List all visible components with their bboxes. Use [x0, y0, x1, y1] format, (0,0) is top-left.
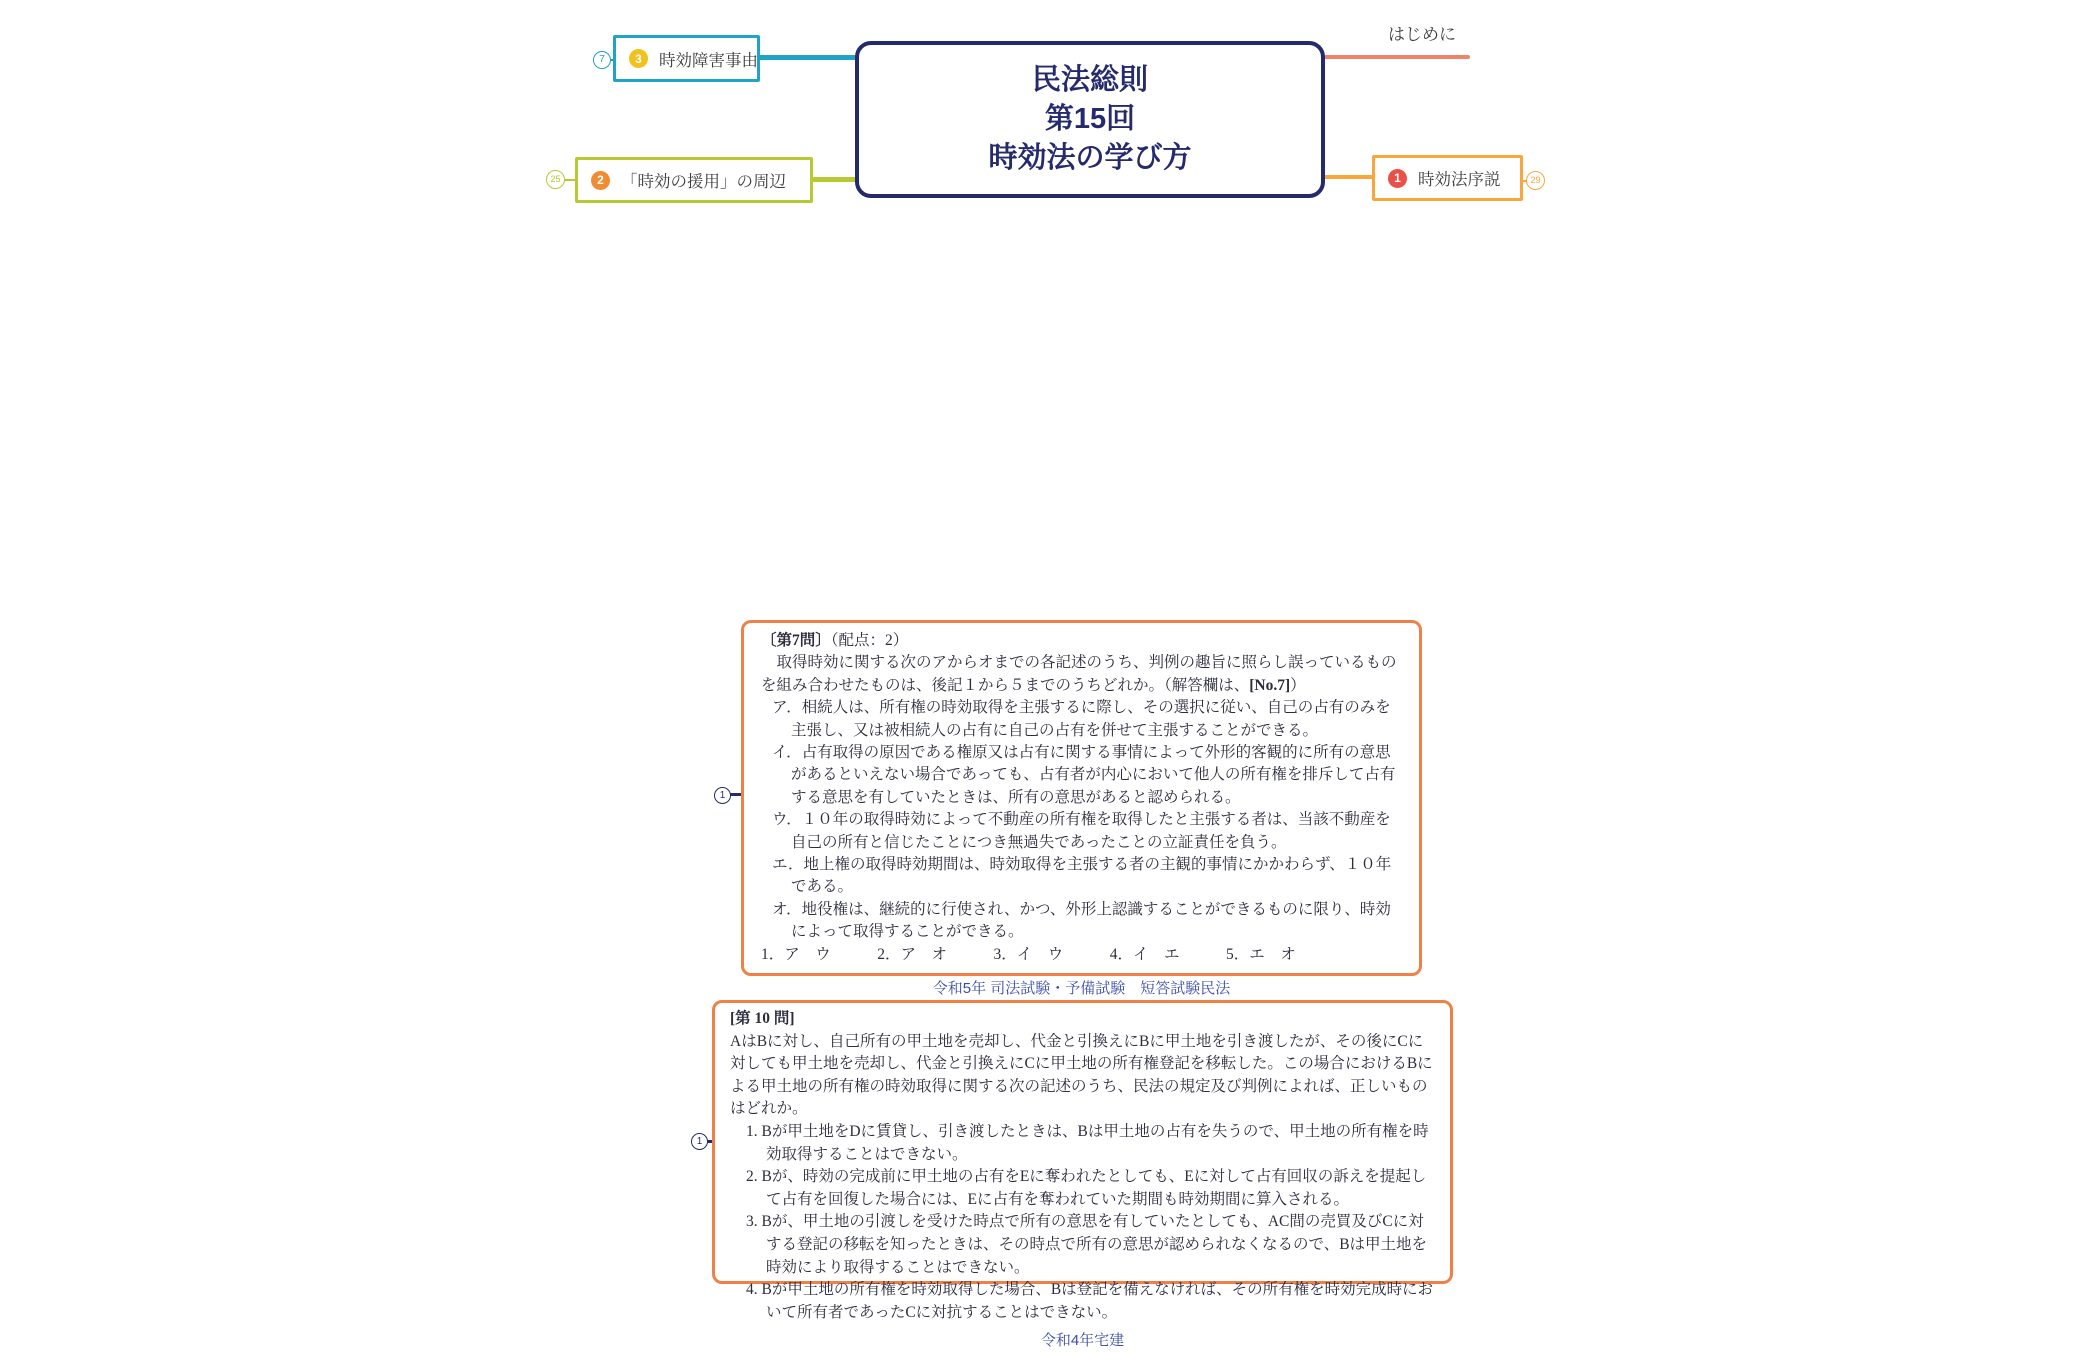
topic-label: 時効法序説	[1418, 171, 1501, 189]
topic-label: 時効障害事由	[659, 51, 758, 70]
collapsed-children-count-badge[interactable]: 1	[691, 1133, 708, 1150]
question-number: 〔第7問〕	[761, 632, 831, 649]
collapsed-children-count-badge[interactable]: 29	[1526, 171, 1545, 190]
branch-line-intro-label	[1322, 55, 1470, 59]
statement-item	[761, 809, 1402, 854]
topic-node-prologue[interactable]	[1372, 155, 1523, 201]
topic-node-invocation[interactable]	[575, 157, 813, 203]
branch-line-invocation	[810, 177, 858, 182]
collapsed-children-count-badge[interactable]: 25	[546, 170, 565, 189]
choice-item	[730, 1279, 1435, 1324]
branch-line-prologue	[1322, 175, 1375, 179]
statement-item	[761, 854, 1402, 899]
item-text: 地役権は、継続的に行使され、かつ、外形上認識することができるものに限り、時効によって取得することができる。	[791, 900, 1391, 941]
topic-number-icon: 2	[591, 171, 610, 190]
item-marker: ア．	[772, 699, 802, 717]
question-source: 令和5年 司法試験・予備試験 短答試験民法	[932, 980, 1231, 998]
collapsed-children-count-badge[interactable]: 7	[593, 51, 611, 69]
collapsed-children-count-badge[interactable]: 1	[714, 787, 731, 804]
answer-ref: [No.7]	[1249, 676, 1291, 694]
question-body: AはBに対し、自己所有の甲土地を売却し、代金と引換えにBに甲土地を引き渡したが、その後にCに対しても甲土地を売却し、代金と引換えにCに甲土地の所有権登記を移転した。この場合におけるBによる甲土地の所有権の時効取得に関する次の記述のうち、民法の規定及び判例によれば、正しいものはどれか。	[730, 1032, 1433, 1118]
root-node[interactable]	[855, 41, 1325, 198]
choice-item	[730, 1121, 1435, 1166]
item-marker: 1.	[746, 1122, 758, 1140]
question-intro	[761, 652, 1402, 697]
item-marker: イ．	[772, 744, 802, 762]
intro-text: 取得時効に関する次のアからオまでの各記述のうち、判例の趣旨に照らし誤っているものを組み合わせたものは、後記１から５までのうちどれか。（解答欄は、	[761, 654, 1397, 694]
item-marker: ウ．	[772, 811, 802, 829]
root-title-line: 民法総則	[1031, 64, 1148, 96]
item-text: Bが甲土地をDに賃貸し、引き渡したときは、Bは甲土地の占有を失うので、甲土地の所有権を時効取得することはできない。	[761, 1122, 1429, 1163]
topic-number-icon: 1	[1388, 169, 1407, 188]
item-text: Bが、甲土地の引渡しを受けた時点で所有の意思を有していたとしても、AC間の売買及びCに対する登記の移転を知ったときは、その時点で所有の意思が認められなくなるので、Bは甲土地を時効により取得することはできない。	[761, 1213, 1428, 1276]
item-marker: 3.	[746, 1213, 758, 1231]
question-title	[761, 630, 1402, 652]
item-text: 占有取得の原因である権原又は占有に関する事情によって外形的客観的に所有の意思があるといえない場合であっても、占有者が内心において他人の所有権を排斥して占有する意思を有していたときは、所有の意思があると認められる。	[791, 744, 1396, 806]
item-marker: オ．	[772, 900, 802, 918]
question-box-7[interactable]	[741, 620, 1422, 998]
choice-item	[730, 1166, 1435, 1211]
answer-choices: 1．ア ウ 2．ア オ 3．イ ウ 4．イ エ 5．エ オ	[761, 945, 1296, 963]
root-title-line: 第15回	[1044, 103, 1136, 135]
item-text: 地上権の取得時効期間は、時効取得を主張する者の主観的事情にかかわらず、１０年である。	[791, 856, 1392, 896]
item-text: １０年の取得時効によって不動産の所有権を取得したと主張する者は、当該不動産を自己の所有と信じたことにつき無過失であったことの立証責任を負う。	[791, 811, 1391, 851]
item-text: Bが甲土地の所有権を時効取得した場合、Bは登記を備えなければ、その所有権を時効完成時において所有者であったCに対抗することはできない。	[761, 1281, 1434, 1321]
root-title-line: 時効法の学び方	[988, 142, 1192, 174]
statement-item	[761, 899, 1402, 944]
topic-label: 「時効の援用」の周辺	[621, 173, 786, 191]
item-marker: 4.	[746, 1281, 758, 1299]
item-marker: エ．	[772, 856, 804, 874]
question-number: [第 10 問]	[730, 1010, 795, 1027]
branch-label-hajimeni[interactable]: はじめに	[1388, 25, 1456, 44]
question-points: （配点：2）	[830, 632, 909, 649]
item-text: 相続人は、所有権の時効取得を主張するに際し、その選択に従い、自己の占有のみを主張し、又は被相続人の占有に自己の占有を併せて主張することができる。	[791, 699, 1391, 739]
statement-item	[761, 742, 1402, 809]
choice-item	[730, 1211, 1435, 1279]
question-source: 令和4年宅建	[1040, 1332, 1125, 1350]
branch-line-obstruction	[757, 55, 858, 60]
topic-number-icon: 3	[629, 49, 648, 68]
intro-text: ）	[1290, 676, 1306, 694]
statement-item	[761, 697, 1402, 742]
topic-node-obstruction[interactable]	[613, 35, 760, 82]
question-title	[730, 1008, 1435, 1031]
root-node-title	[988, 61, 1191, 178]
question-box-10[interactable]	[712, 1000, 1453, 1350]
item-marker: 2.	[746, 1168, 758, 1186]
item-text: Bが、時効の完成前に甲土地の占有をEに奪われたとしても、Eに対して占有回収の訴えを提起して占有を回復した場合には、Eに占有を奪われていた期間も時効期間に算入される。	[761, 1168, 1427, 1208]
